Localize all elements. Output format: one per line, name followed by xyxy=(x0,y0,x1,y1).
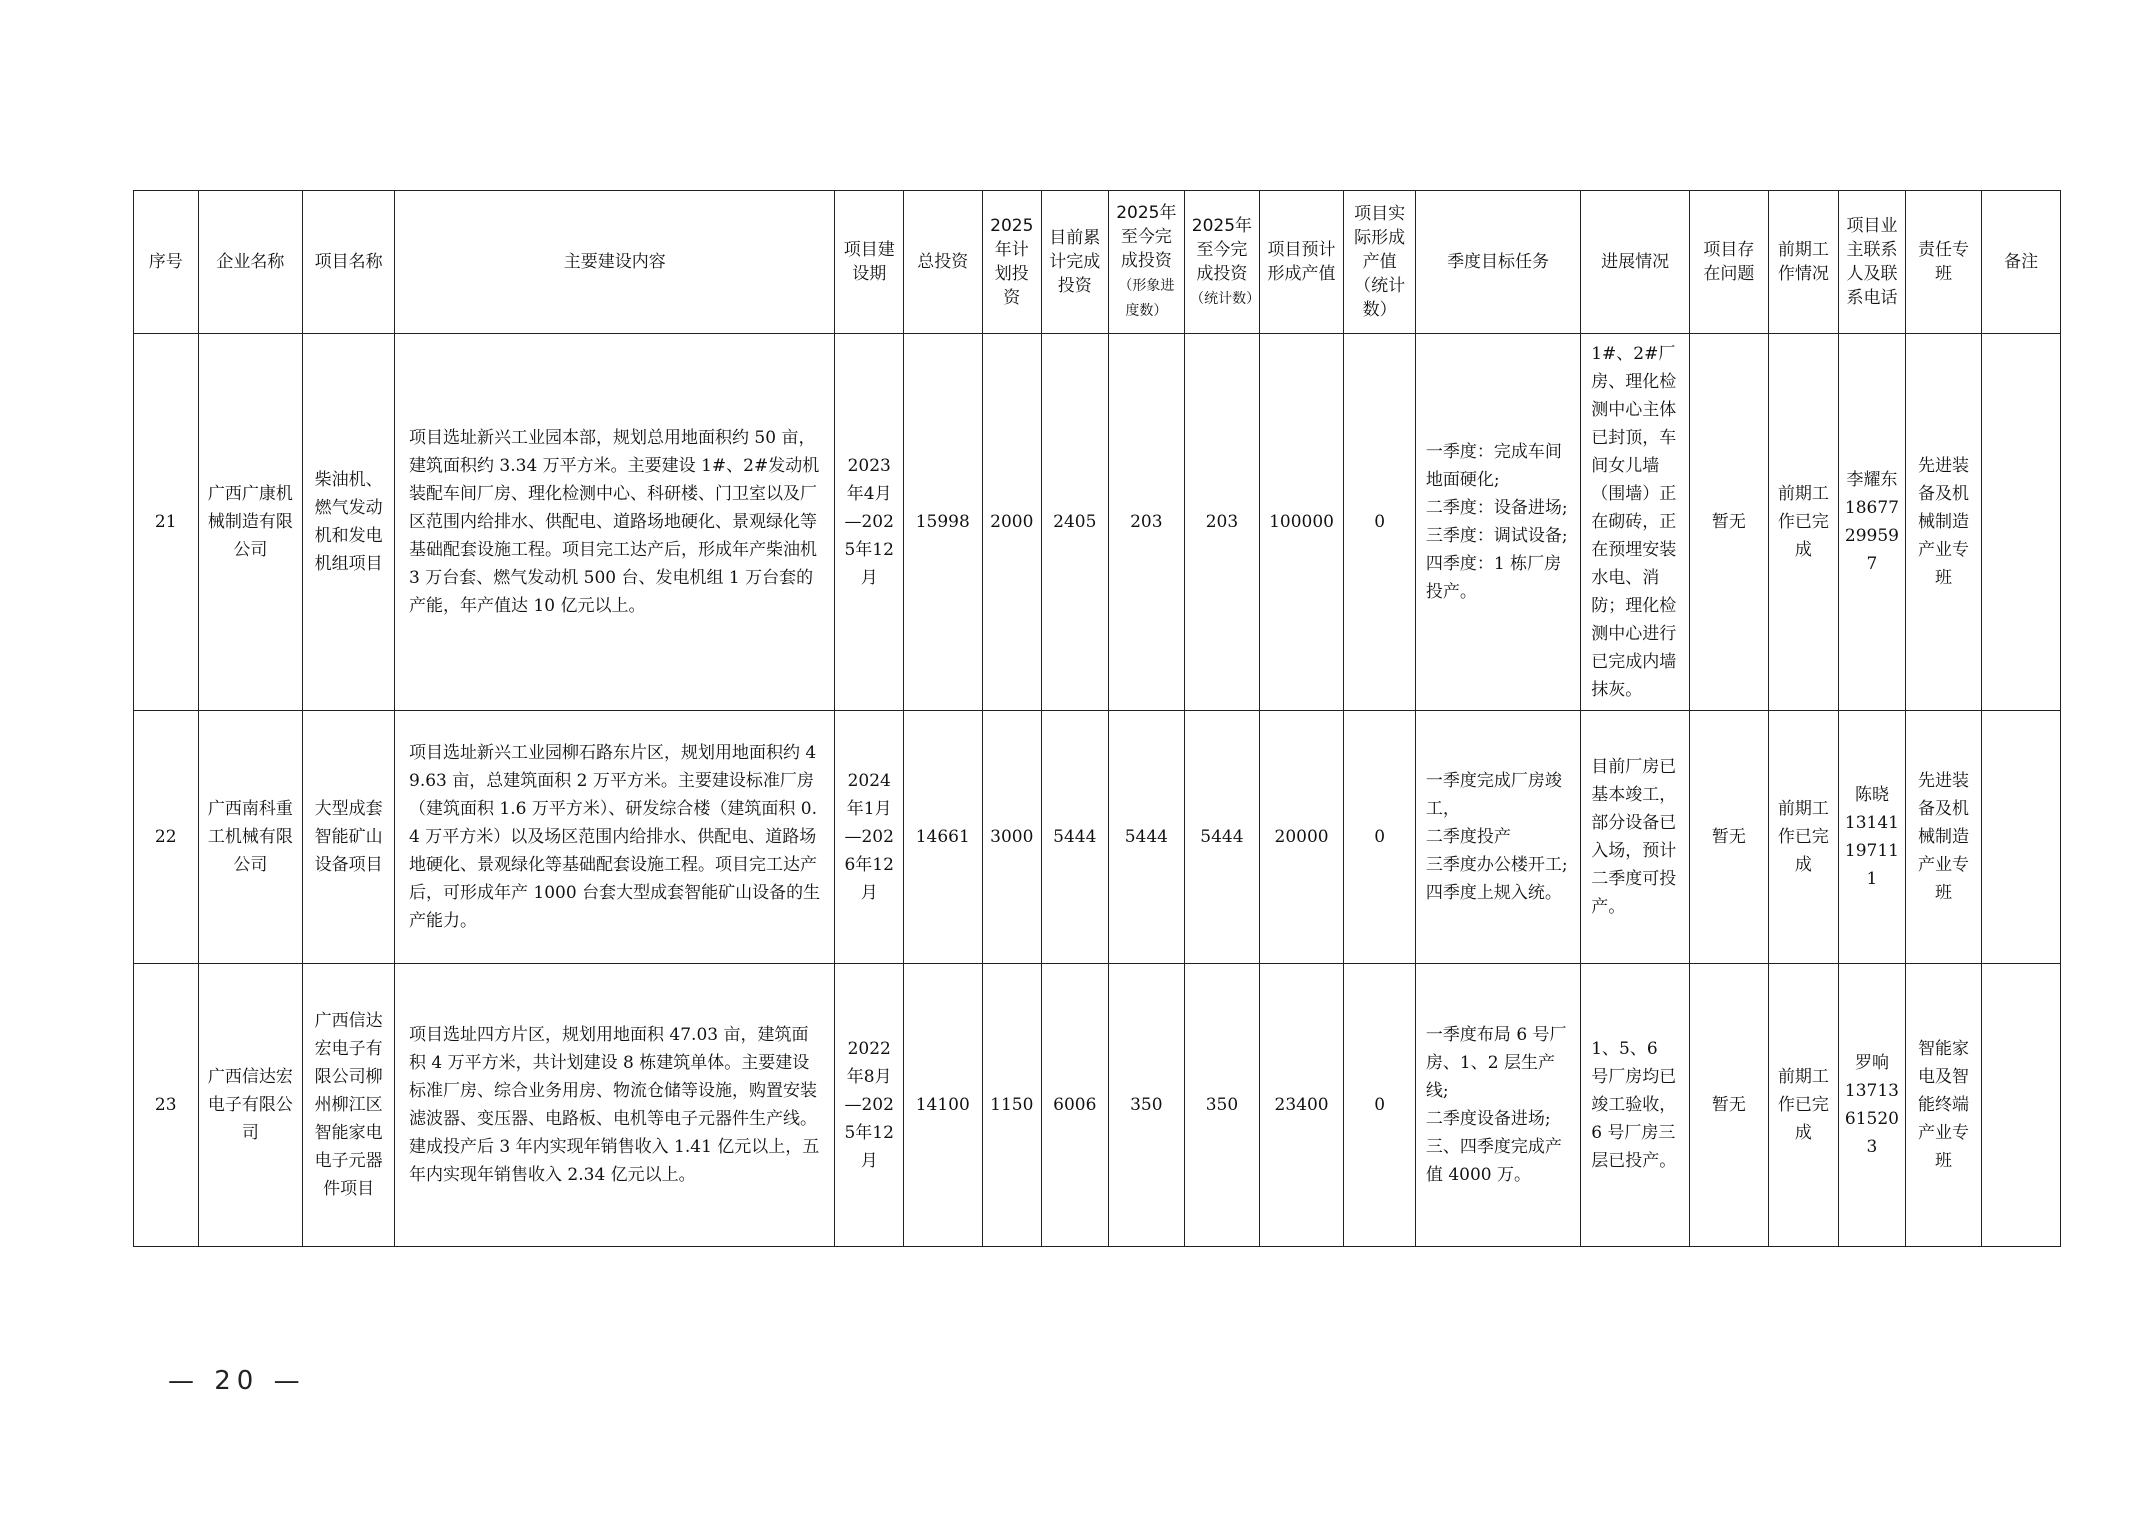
cell-issues: 暂无 xyxy=(1690,334,1769,711)
quarter-line: 三、四季度完成产值 4000 万。 xyxy=(1425,1137,1562,1185)
contact-name: 陈晓 xyxy=(1854,785,1889,805)
cell-remark xyxy=(1982,334,2061,711)
quarter-line: 四季度上规入统。 xyxy=(1425,883,1562,903)
quarter-line: 二季度投产 xyxy=(1425,827,1511,847)
cell-progress: 1、5、6 号厂房均已竣工验收，6 号厂房三层已投产。 xyxy=(1581,964,1690,1247)
cell-period: 2024年1月—2026年12月 xyxy=(835,711,904,964)
cell-expected-output: 20000 xyxy=(1259,711,1344,964)
cell-content: 项目选址新兴工业园柳石路东片区，规划用地面积约 49.63 亩，总建筑面积 2 万平方米。主要建设标准厂房（建筑面积 1.6 万平方米）、研发综合楼（建筑面积 0.4 万平方米）以及场区范围内给排水、供配电、道路场地硬化、景观绿化等基础配套设施工程。项目完工达产后，可形成年产 1000 台套大型成套智能矿山设备的生产能力。 xyxy=(395,711,835,964)
cell-ytd-progress: 203 xyxy=(1108,334,1185,711)
header-remark: 备注 xyxy=(1982,191,2061,334)
cell-plan2025: 3000 xyxy=(982,711,1041,964)
cell-company: 广西南科重工机械有限公司 xyxy=(198,711,303,964)
contact-phone: 13141197111 xyxy=(1844,813,1899,889)
header-ytd-stat xyxy=(1185,191,1260,334)
header-ytd-stat-note: （统计数） xyxy=(1190,290,1261,307)
cell-seq: 21 xyxy=(134,334,199,711)
cell-content: 项目选址新兴工业园本部，规划总用地面积约 50 亩，建筑面积约 3.34 万平方米。主要建设 1#、2#发动机装配车间厂房、理化检测中心、科研楼、门卫室以及厂区范围内给排水、供配电、道路场地硬化、景观绿化等基础配套设施工程。项目完工达产后，形成年产柴油机 3 万台套、燃气发动机 500 台、发电机组 1 万台套的产能，年产值达 10 亿元以上。 xyxy=(395,334,835,711)
cell-seq: 23 xyxy=(134,964,199,1247)
contact-phone: 18677299597 xyxy=(1844,498,1899,574)
cell-project: 广西信达宏电子有限公司柳州柳江区智能家电电子元器件项目 xyxy=(303,964,395,1247)
header-quarterly: 季度目标任务 xyxy=(1415,191,1580,334)
quarter-line: 一季度完成厂房竣工， xyxy=(1425,771,1562,819)
page-number: — 20 — xyxy=(168,1366,306,1396)
table-row xyxy=(134,711,2061,964)
cell-team: 先进装备及机械制造产业专班 xyxy=(1905,334,1982,711)
header-ytd-progress-main: 2025年至今完成投资 xyxy=(1116,203,1177,271)
contact-name: 李耀东 xyxy=(1846,470,1898,490)
cell-cumulative: 5444 xyxy=(1042,711,1109,964)
cell-period: 2022年8月—2025年12月 xyxy=(835,964,904,1247)
cell-company: 广西信达宏电子有限公司 xyxy=(198,964,303,1247)
cell-issues: 暂无 xyxy=(1690,711,1769,964)
header-prework: 前期工作情况 xyxy=(1768,191,1839,334)
cell-actual-output: 0 xyxy=(1344,964,1416,1247)
quarter-line: 二季度：设备进场; xyxy=(1425,498,1568,518)
header-project: 项目名称 xyxy=(303,191,395,334)
cell-prework: 前期工作已完成 xyxy=(1768,964,1839,1247)
table-row xyxy=(134,964,2061,1247)
cell-progress: 1#、2#厂房、理化检测中心主体已封顶，车间女儿墙（围墙）正在砌砖，正在预埋安装水电、消防；理化检测中心进行已完成内墙抹灰。 xyxy=(1581,334,1690,711)
quarter-line: 二季度设备进场; xyxy=(1425,1109,1551,1129)
table-row xyxy=(134,334,2061,711)
cell-expected-output: 100000 xyxy=(1259,334,1344,711)
cell-plan2025: 2000 xyxy=(982,334,1041,711)
cell-total: 14100 xyxy=(903,964,982,1247)
header-team: 责任专班 xyxy=(1905,191,1982,334)
contact-name: 罗响 xyxy=(1854,1053,1889,1073)
cell-ytd-stat: 5444 xyxy=(1185,711,1260,964)
quarter-line: 四季度：1 栋厂房投产。 xyxy=(1425,554,1562,602)
header-issues: 项目存在问题 xyxy=(1690,191,1769,334)
quarter-line: 一季度布局 6 号厂房、1、2 层生产线; xyxy=(1425,1025,1567,1101)
cell-actual-output: 0 xyxy=(1344,711,1416,964)
contact-phone: 13713615203 xyxy=(1844,1081,1899,1157)
table-header-row xyxy=(134,191,2061,334)
header-cumulative: 目前累计完成投资 xyxy=(1042,191,1109,334)
header-ytd-progress-note: （形象进度数） xyxy=(1118,278,1175,319)
cell-ytd-progress: 350 xyxy=(1108,964,1185,1247)
cell-contact xyxy=(1839,711,1906,964)
cell-prework: 前期工作已完成 xyxy=(1768,711,1839,964)
cell-ytd-progress: 5444 xyxy=(1108,711,1185,964)
cell-quarterly xyxy=(1415,711,1580,964)
header-ytd-progress xyxy=(1108,191,1185,334)
header-period: 项目建设期 xyxy=(835,191,904,334)
header-plan2025: 2025年计划投资 xyxy=(982,191,1041,334)
cell-cumulative: 2405 xyxy=(1042,334,1109,711)
cell-plan2025: 1150 xyxy=(982,964,1041,1247)
cell-prework: 前期工作已完成 xyxy=(1768,334,1839,711)
cell-expected-output: 23400 xyxy=(1259,964,1344,1247)
cell-issues: 暂无 xyxy=(1690,964,1769,1247)
cell-content: 项目选址四方片区，规划用地面积 47.03 亩，建筑面积 4 万平方米，共计划建设 8 栋建筑单体。主要建设标准厂房、综合业务用房、物流仓储等设施，购置安装滤波器、变压器、电路板、电机等电子元器件生产线。建成投产后 3 年内实现年销售收入 1.41 亿元以上，五年内实现年销售收入 2.34 亿元以上。 xyxy=(395,964,835,1247)
header-actual-output: 项目实际形成产值（统计数） xyxy=(1344,191,1416,334)
cell-progress: 目前厂房已基本竣工，部分设备已入场，预计二季度可投产。 xyxy=(1581,711,1690,964)
quarter-line: 三季度：调试设备; xyxy=(1425,526,1568,546)
cell-team: 智能家电及智能终端产业专班 xyxy=(1905,964,1982,1247)
cell-project: 柴油机、燃气发动机和发电机组项目 xyxy=(303,334,395,711)
header-seq: 序号 xyxy=(134,191,199,334)
cell-remark xyxy=(1982,711,2061,964)
cell-quarterly xyxy=(1415,334,1580,711)
header-progress: 进展情况 xyxy=(1581,191,1690,334)
header-content: 主要建设内容 xyxy=(395,191,835,334)
cell-actual-output: 0 xyxy=(1344,334,1416,711)
cell-remark xyxy=(1982,964,2061,1247)
cell-team: 先进装备及机械制造产业专班 xyxy=(1905,711,1982,964)
header-company: 企业名称 xyxy=(198,191,303,334)
header-expected-output: 项目预计形成产值 xyxy=(1259,191,1344,334)
cell-period: 2023年4月—2025年12月 xyxy=(835,334,904,711)
project-table xyxy=(133,190,2061,1247)
cell-total: 14661 xyxy=(903,711,982,964)
cell-quarterly xyxy=(1415,964,1580,1247)
cell-total: 15998 xyxy=(903,334,982,711)
header-ytd-stat-main: 2025年至今完成投资 xyxy=(1191,215,1253,284)
cell-seq: 22 xyxy=(134,711,199,964)
cell-ytd-stat: 203 xyxy=(1185,334,1260,711)
cell-cumulative: 6006 xyxy=(1042,964,1109,1247)
cell-ytd-stat: 350 xyxy=(1185,964,1260,1247)
header-contact: 项目业主联系人及联系电话 xyxy=(1839,191,1906,334)
cell-company: 广西广康机械制造有限公司 xyxy=(198,334,303,711)
quarter-line: 一季度：完成车间地面硬化; xyxy=(1425,442,1562,490)
cell-contact xyxy=(1839,334,1906,711)
header-total: 总投资 xyxy=(903,191,982,334)
cell-project: 大型成套智能矿山设备项目 xyxy=(303,711,395,964)
cell-contact xyxy=(1839,964,1906,1247)
quarter-line: 三季度办公楼开工; xyxy=(1425,855,1568,875)
